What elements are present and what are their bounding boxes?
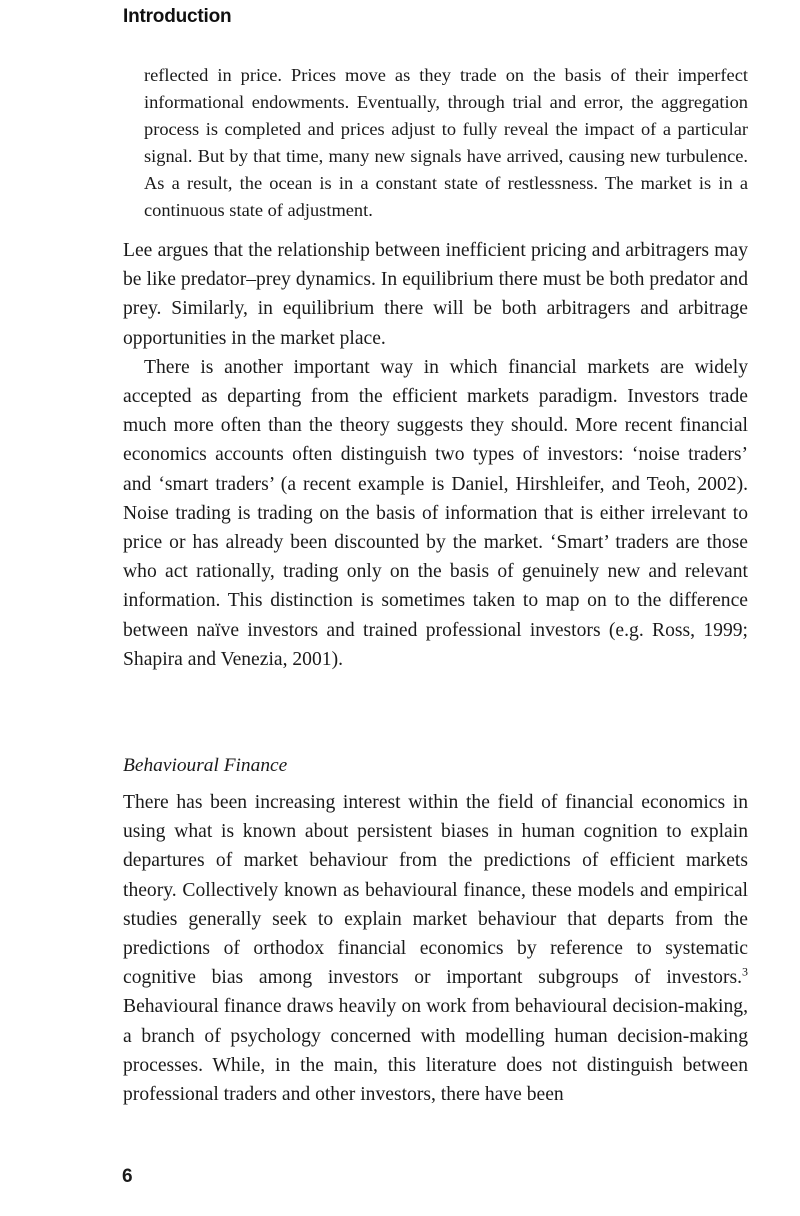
footnote-marker: 3 — [742, 964, 748, 979]
paragraph-text-after-note: Behavioural finance draws heavily on work from behavioural decision-making, a branch of psychology concerned with modelling human decision-making processes. While, in the main, this literature does not distinguish between professional traders and other investors, there have been — [123, 996, 748, 1106]
section-body-text — [123, 788, 748, 1109]
body-text — [123, 236, 748, 674]
running-head: Introduction — [123, 6, 232, 27]
paragraph-lee-argues: Lee argues that the relationship between inefficient pricing and arbitragers may be like predator–prey dynamics. In equilibrium there must be both predator and prey. Similarly, in equilibrium there will be both arbitragers and arbitrage opportunities in the market place. — [123, 240, 748, 349]
page-number: 6 — [122, 1166, 133, 1187]
paragraph-behavioural-finance — [123, 788, 748, 1109]
paragraph-noise-traders: There is another important way in which financial markets are widely accepted as departing from the efficient markets paradigm. Investors trade much more often than the theory suggests they should. More recent financial economics accounts often distinguish two types of investors: ‘noise traders’ and ‘smart traders’ (a recent example is Daniel, Hirshleifer, and Teoh, 2002). Noise trading is trading on the basis of information that is either irrelevant to price or has already been discounted by the market. ‘Smart’ traders are those who act rationally, trading only on the basis of genuinely new and relevant information. This distinction is sometimes taken to map on to the difference between naïve investors and trained professional investors (e.g. Ross, 1999; Shapira and Venezia, 2001). — [123, 356, 748, 670]
quote-text: reflected in price. Prices move as they trade on the basis of their imperfect informational endowments. Eventually, through trial and error, the aggregation process is completed and prices adjust to fully reveal the impact of a particular signal. But by that time, many new signals have arrived, causing new turbulence. As a result, the ocean is in a constant state of restlessness. The market is in a continuous state of adjustment. — [144, 65, 748, 220]
paragraph-text-before-note: There has been increasing interest within the field of financial economics in using what is known about persistent biases in human cognition to explain departures of market behaviour from the predictions of efficient markets theory. Collectively known as behavioural finance, these models and empirical studies generally seek to explain market behaviour that departs from the predictions of orthodox financial economics by reference to systematic cognitive bias among investors or important subgroups of investors. — [123, 792, 748, 989]
block-quote — [144, 62, 748, 224]
section-heading: Behavioural Finance — [123, 755, 288, 776]
